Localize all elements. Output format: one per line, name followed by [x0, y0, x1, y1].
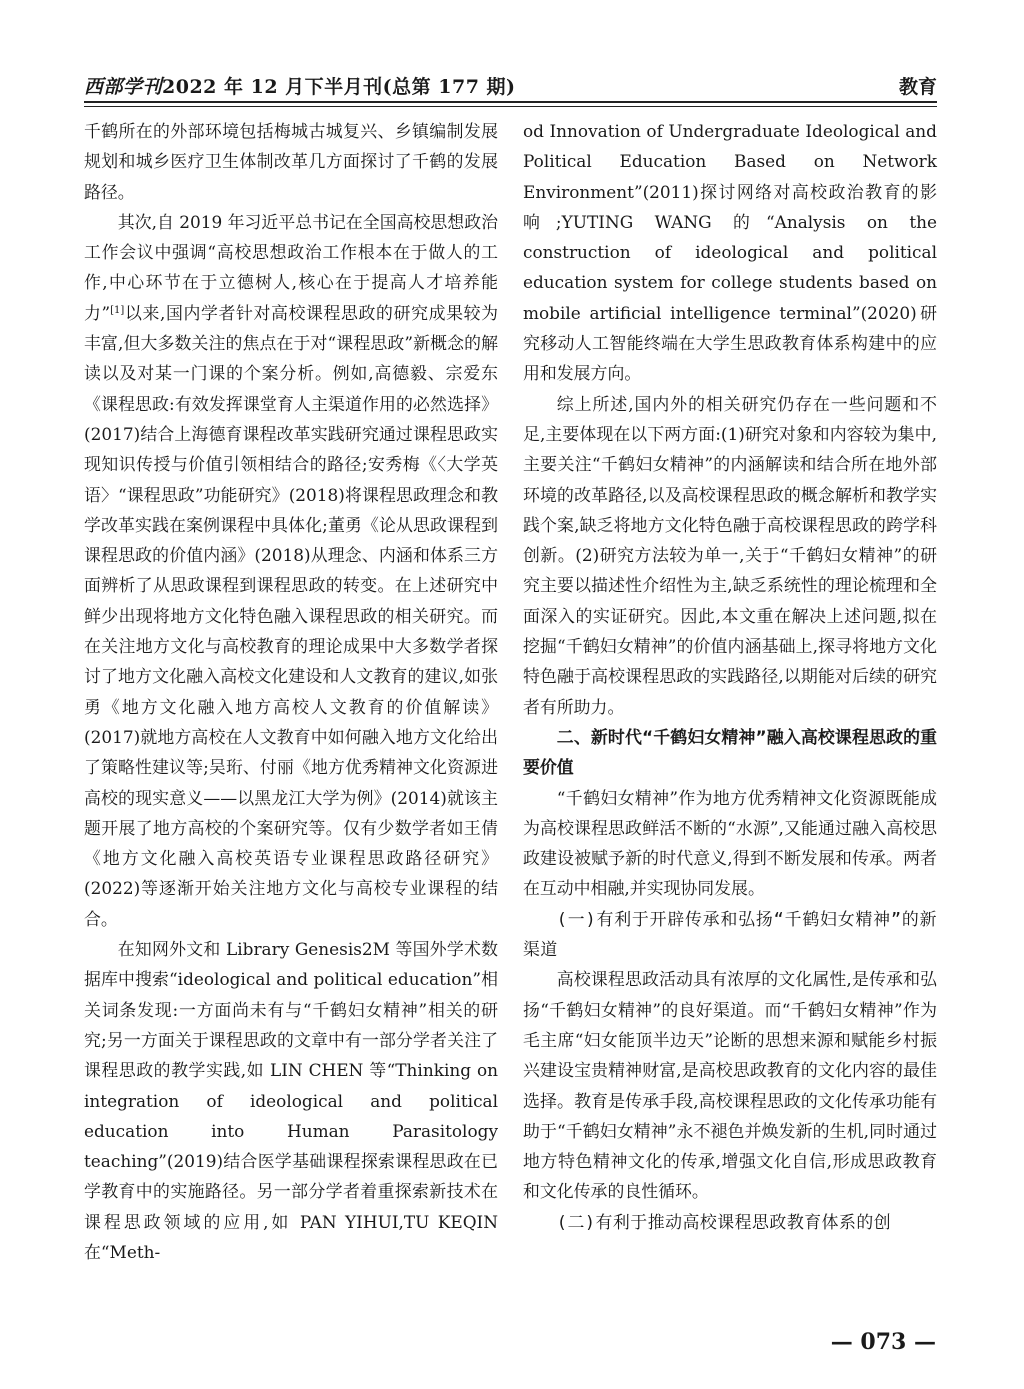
right-column: [523, 116, 937, 1237]
left-column: [84, 116, 498, 1267]
paragraph: [84, 207, 498, 934]
paragraph: 千鹤所在的外部环境包括梅城古城复兴、乡镇编制发展规划和城乡医疗卫生体制改革几方面探讨了千鹤的发展路径。: [84, 121, 498, 202]
paragraph: od Innovation of Undergraduate Ideological and Political Education Based on Network Environment”(2011)探讨网络对高校政治教育的影响;YUTING WANG 的“Analysis on the construction of ideological and political education system for college students based on mobile artificial intelligence terminal”(2020)研究移动人工智能终端在大学生思政教育体系构建中的应用和发展方向。: [523, 121, 937, 384]
paragraph-text: 其次,自 2019 年习近平总书记在全国高校思想政治工作会议中强调“高校思想政治工作根本在于做人的工作,中心环节在于立德树人,核心在于提高人才培养能力”: [84, 211, 498, 323]
header-rule-thin: [84, 106, 937, 107]
citation-marker: [1]: [110, 304, 125, 316]
subsection-heading: (一)有利于开辟传承和弘扬“千鹤妇女精神”的新渠道: [523, 908, 937, 960]
paragraph: 在知网外文和 Library Genesis2M 等国外学术数据库中搜索“ideological and political education”相关词条发现:一方面尚未有与“千鹤妇女精神”相关的研究;另一方面关于课程思政的文章中有一部分学者关注了课程思政的教学实践,如 LIN CHEN 等“Thinking on integration of ideological and political education into Human Parasitology teaching”(2019)结合医学基础课程探索课程思政在已学教育中的实施路径。另一部分学者着重探索新技术在课程思政领域的应用,如 PAN YIHUI,TU KEQIN 在“Meth-: [84, 939, 498, 1262]
issue-info: 2022 年 12 月下半月刊(总第 177 期): [162, 76, 516, 98]
running-header: [84, 70, 937, 100]
page-number: — 073 —: [830, 1329, 936, 1355]
paragraph: 高校课程思政活动具有浓厚的文化属性,是传承和弘扬“千鹤妇女精神”的良好渠道。而“千鹤妇女精神”作为毛主席“妇女能顶半边天”论断的思想来源和赋能乡村振兴建设宝贵精神财富,是高校思政教育的文化内容的最佳选择。教育是传承手段,高校课程思政的文化传承功能有助于“千鹤妇女精神”永不褪色并焕发新的生机,同时通过地方特色精神文化的传承,增强文化自信,形成思政教育和文化传承的良性循环。: [523, 969, 937, 1202]
section-heading: 二、新时代“千鹤妇女精神”融入高校课程思政的重要价值: [523, 726, 937, 778]
subsection-heading: (二)有利于推动高校课程思政教育体系的创: [556, 1211, 892, 1232]
section-label: 教育: [898, 76, 937, 98]
paragraph: 综上所述,国内外的相关研究仍存在一些问题和不足,主要体现在以下两方面:(1)研究对象和内容较为集中,主要关注“千鹤妇女精神”的内涵解读和结合所在地外部环境的改革路径,以及高校课程思政的概念解析和教学实践个案,缺乏将地方文化特色融于高校课程思政的跨学科创新。(2)研究方法较为单一,关于“千鹤妇女精神”的研究主要以描述性介绍性为主,缺乏系统性的理论梳理和全面深入的实证研究。因此,本文重在解决上述问题,拟在挖掘“千鹤妇女精神”的价值内涵基础上,探寻将地方文化特色融于高校课程思政的实践路径,以期能对后续的研究者有所助力。: [523, 393, 937, 717]
paragraph-text: 以来,国内学者针对高校课程思政的研究成果较为丰富,但大多数关注的焦点在于对“课程思政”新概念的解读以及对某一门课的个案分析。例如,高德毅、宗爱东《课程思政:有效发挥课堂育人主渠道作用的必然选择》(2017)结合上海德育课程改革实践研究通过课程思政实现知识传授与价值引领相结合的路径;安秀梅《〈大学英语〉“课程思政”功能研究》(2018)将课程思政理念和教学改革实践在案例课程中具体化;董勇《论从思政课程到课程思政的价值内涵》(2018)从理念、内涵和体系三方面辨析了从思政课程到课程思政的转变。在上述研究中鲜少出现将地方文化特色融入课程思政的相关研究。而在关注地方文化与高校教育的理论成果中大多数学者探讨了地方文化融入高校文化建设和人文教育的建议,如张勇《地方文化融入地方高校人文教育的价值解读》(2017)就地方高校在人文教育中如何融入地方文化给出了策略性建议等;吴珩、付丽《地方优秀精神文化资源进高校的现实意义——以黑龙江大学为例》(2014)就该主题开展了地方高校的个案研究等。仅有少数学者如王倩《地方文化融入高校英语专业课程思政路径研究》(2022)等逐渐开始关注地方文化与高校专业课程的结合。: [84, 302, 498, 929]
journal-logo: 西部学刊: [84, 76, 163, 98]
header-rule: [84, 101, 937, 103]
paragraph: “千鹤妇女精神”作为地方优秀精神文化资源既能成为高校课程思政鲜活不断的“水源”,又能通过融入高校思政建设被赋予新的时代意义,得到不断发展和传承。两者在互动中相融,并实现协同发展。: [523, 787, 937, 899]
journal-title: [84, 72, 516, 99]
